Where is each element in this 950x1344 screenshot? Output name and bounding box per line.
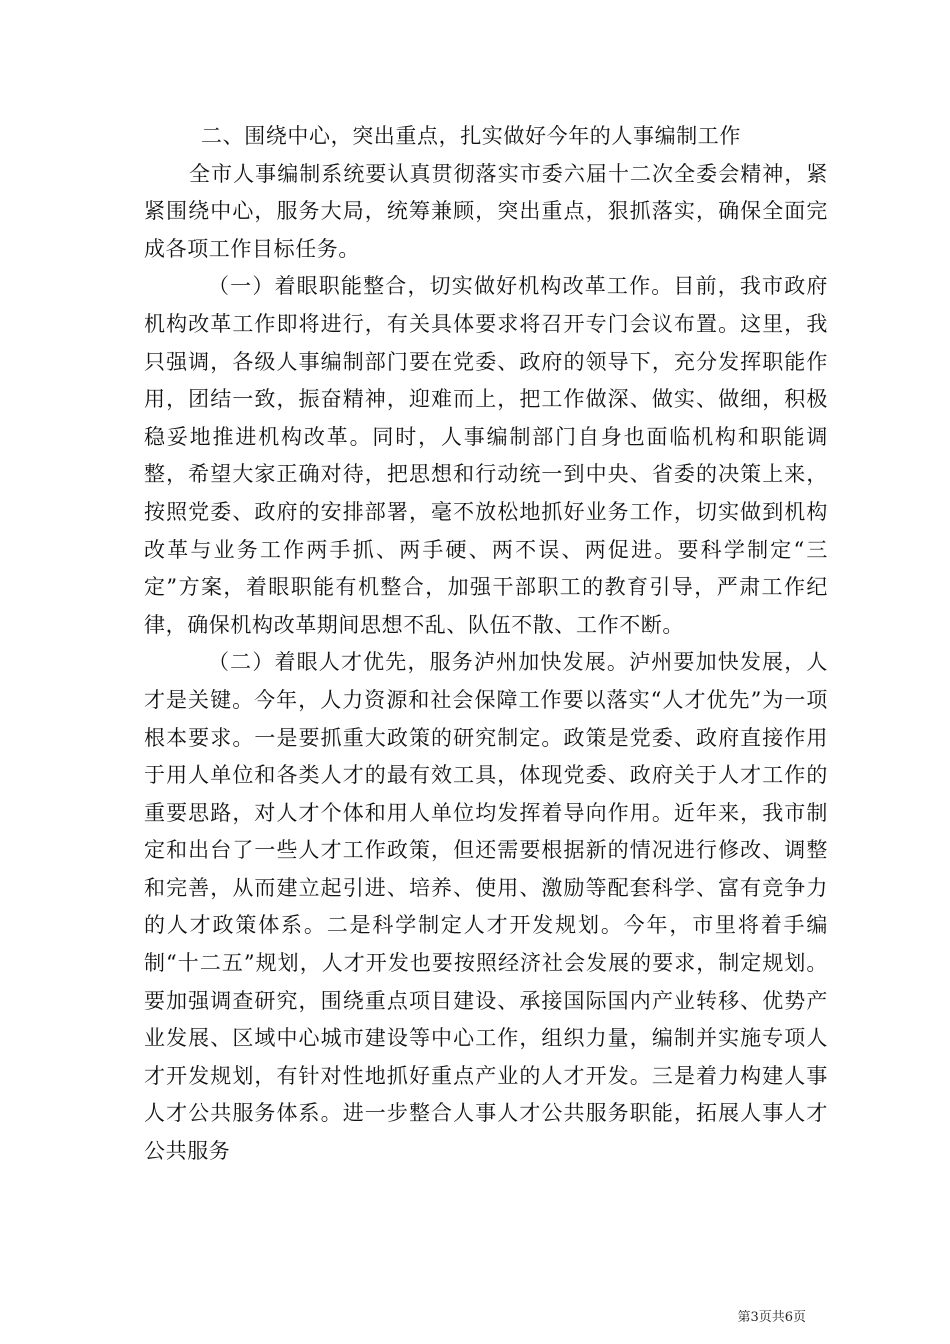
paragraph-talent-priority: （二）着眼人才优先，服务泸州加快发展。泸州要加快发展，人才是关键。今年，人力资源和社会保障工作要以落实“人才优先”为一项根本要求。一是要抓重大政策的研究制定。政策是党委、政府直接作用于用人单位和各类人才的最有效工具，体现党委、政府关于人才工作的重要思路，对人才个体和用人单位均发挥着导向作用。近年来，我市制定和出台了一些人才工作政策，但还需要根据新的情况进行修改、调整和完善，从而建立起引进、培养、使用、激励等配套科学、富有竞争力的人才政策体系。二是科学制定人才开发规划。今年，市里将着手编制“十二五”规划，人才开发也要按照经济社会发展的要求，制定规划。要加强调查研究，围绕重点项目建设、承接国际国内产业转移、优势产业发展、区域中心城市建设等中心工作，组织力量，编制并实施专项人才开发规划，有针对性地抓好重点产业的人才开发。三是着力构建人事人才公共服务体系。进一步整合人事人才公共服务职能，拓展人事人才公共服务 bbox=[144, 650, 828, 1164]
document-body bbox=[144, 118, 828, 1171]
page-number: 第3页共6页 bbox=[737, 1310, 806, 1325]
section-heading: 二、围绕中心，突出重点，扎实做好今年的人事编制工作 bbox=[201, 124, 741, 148]
paragraph-intro: 全市人事编制系统要认真贯彻落实市委六届十二次全委会精神，紧紧围绕中心，服务大局，统筹兼顾，突出重点，狠抓落实，确保全面完成各项工作目标任务。 bbox=[144, 161, 828, 261]
paragraph-institutional-reform: （一）着眼职能整合，切实做好机构改革工作。目前，我市政府机构改革工作即将进行，有关具体要求将召开专门会议布置。这里，我只强调，各级人事编制部门要在党委、政府的领导下，充分发挥职能作用，团结一致，振奋精神，迎难而上，把工作做深、做实、做细，积极稳妥地推进机构改革。同时，人事编制部门自身也面临机构和职能调整，希望大家正确对待，把思想和行动统一到中央、省委的决策上来，按照党委、政府的安排部署，毫不放松地抓好业务工作，切实做到机构改革与业务工作两手抓、两手硬、两不误、两促进。要科学制定“三定”方案，着眼职能有机整合，加强干部职工的教育引导，严肃工作纪律，确保机构改革期间思想不乱、队伍不散、工作不断。 bbox=[144, 274, 828, 637]
